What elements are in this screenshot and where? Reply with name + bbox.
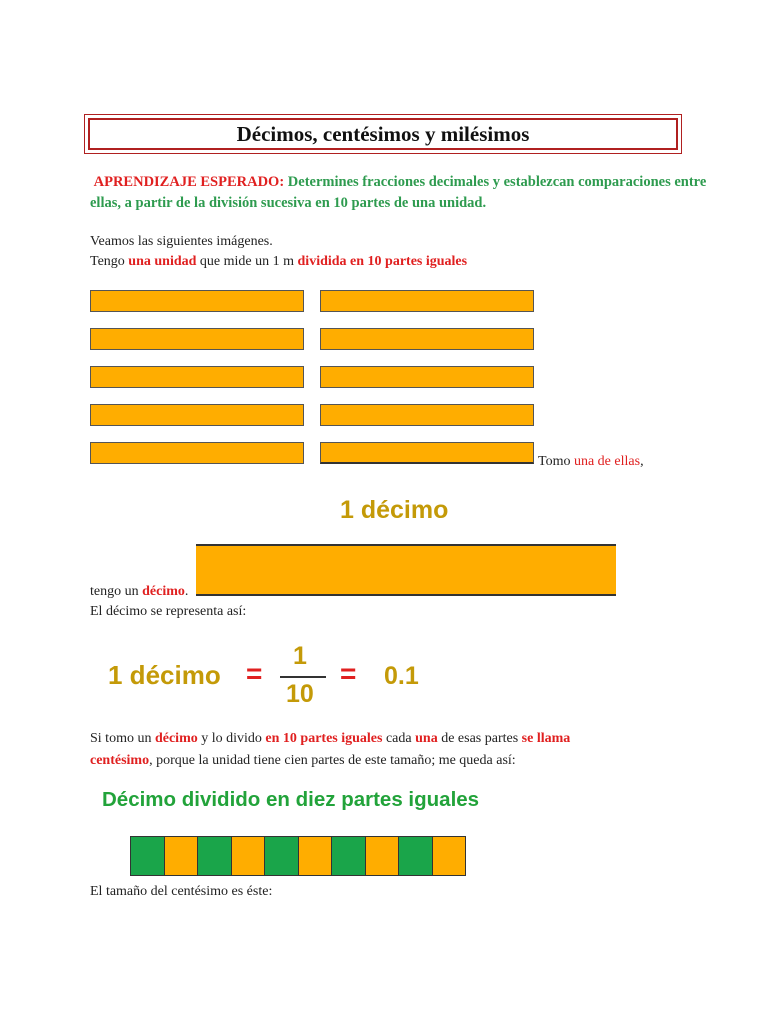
objective-label: APRENDIZAJE ESPERADO: <box>93 174 285 190</box>
strip-segment-7 <box>332 837 366 875</box>
p2-una: una <box>415 731 438 746</box>
strip-segment-2 <box>165 837 199 875</box>
strip-segment-3 <box>198 837 232 875</box>
represent-text: El décimo se representa así: <box>90 604 247 619</box>
strip-segment-4 <box>232 837 266 875</box>
bar-part-3 <box>90 328 304 350</box>
strip-segment-8 <box>366 837 400 875</box>
p2-c: y lo divido <box>201 731 262 746</box>
equation-label: 1 décimo <box>108 660 221 690</box>
text-decimo: décimo <box>142 584 185 599</box>
size-text: El tamaño del centésimo es éste: <box>90 884 273 899</box>
text-tomo: Tomo <box>538 454 571 469</box>
decimo-heading: 1 décimo <box>340 496 449 524</box>
bar-part-1 <box>90 290 304 312</box>
text-tengo: Tengo <box>90 254 125 269</box>
strip-segment-6 <box>299 837 333 875</box>
learning-objective <box>90 172 710 214</box>
objective-text: Determines fracciones decimales y establezcan comparaciones entre ellas, a partir de la división sucesiva en 10 partes de una unidad. <box>90 174 707 211</box>
decimal-value: 0.1 <box>384 662 419 690</box>
bar-part-10 <box>320 442 534 464</box>
strip-segment-1 <box>131 837 165 875</box>
text-una-unidad: una unidad <box>128 254 197 269</box>
decimo-bar <box>196 544 616 596</box>
p2-a: Si tomo un <box>90 731 152 746</box>
centesimo-strip <box>130 836 466 876</box>
text-mide: que mide un 1 m <box>199 254 295 269</box>
strip-segment-10 <box>433 837 466 875</box>
p2-g: de esas partes <box>441 731 519 746</box>
bar-part-7 <box>90 404 304 426</box>
strip-segment-5 <box>265 837 299 875</box>
fraction-denominator: 10 <box>286 680 314 708</box>
p2-i: , porque la unidad tiene cien partes de este tamaño; me queda así: <box>149 753 516 768</box>
text-dividida: dividida en 10 partes iguales <box>297 254 468 269</box>
text-period: . <box>184 584 189 599</box>
p2-cada: cada <box>385 731 412 746</box>
page-title: Décimos, centésimos y milésimos <box>88 118 678 150</box>
centesimo-paragraph <box>90 728 630 772</box>
intro-line-1: Veamos las siguientes imágenes. <box>90 234 273 249</box>
bar-part-5 <box>90 366 304 388</box>
p2-centesimo: se llama centésimo <box>90 731 571 768</box>
fraction-bar <box>280 676 326 678</box>
text-comma: , <box>640 454 644 469</box>
bar-part-2 <box>320 290 534 312</box>
have-decimo-text <box>90 582 188 602</box>
text-una-de-ellas: una de ellas <box>573 454 641 469</box>
bar-part-6 <box>320 366 534 388</box>
bar-part-9 <box>90 442 304 464</box>
take-one-text <box>538 452 644 472</box>
title-box <box>84 114 682 154</box>
bar-part-4 <box>320 328 534 350</box>
bar-part-8 <box>320 404 534 426</box>
fraction-numerator: 1 <box>293 642 307 670</box>
equals-sign-2: = <box>340 658 357 689</box>
intro-line-2 <box>90 252 467 272</box>
p2-partes: en 10 partes iguales <box>265 731 383 746</box>
text-tengo-un: tengo un <box>90 584 139 599</box>
equals-sign-1: = <box>246 658 263 689</box>
divided-heading: Décimo dividido en diez partes iguales <box>102 788 480 811</box>
p2-decimo: décimo <box>154 731 198 746</box>
strip-segment-9 <box>399 837 433 875</box>
